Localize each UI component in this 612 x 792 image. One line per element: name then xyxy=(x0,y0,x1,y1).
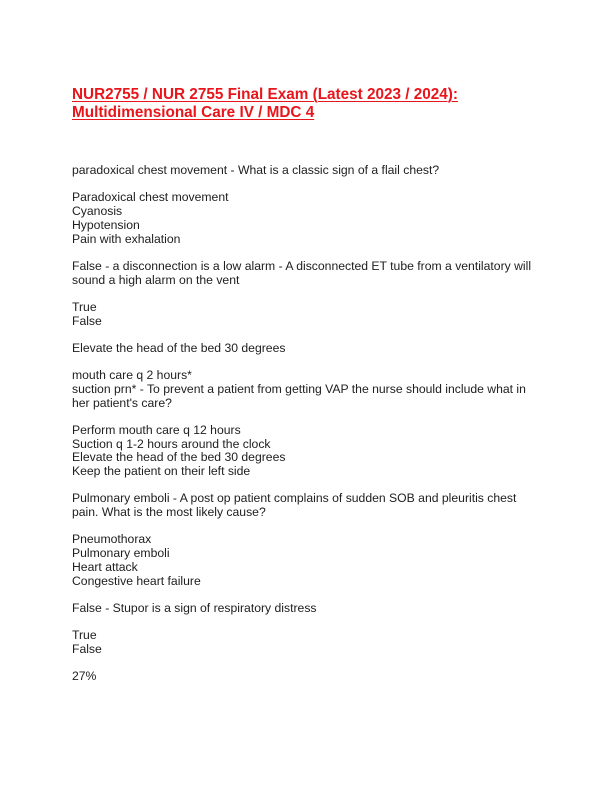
question-et-tube xyxy=(72,260,540,288)
text-line: False - Stupor is a sign of respiratory distress xyxy=(72,600,317,615)
option-line: Suction q 1-2 hours around the clock xyxy=(72,436,271,451)
text-line: Pulmonary emboli - A post op patient complains of sudden SOB and pleuritis chest pain. What is the most likely cause? xyxy=(72,491,517,520)
option-line: Cyanosis xyxy=(72,203,123,218)
question-vap xyxy=(72,369,540,410)
text-line: Elevate the head of the bed 30 degrees xyxy=(72,340,286,355)
option-line: Paradoxical chest movement xyxy=(72,190,229,205)
option-line: False xyxy=(72,641,102,656)
option-line: Pulmonary emboli xyxy=(72,546,170,561)
option-line: Perform mouth care q 12 hours xyxy=(72,422,241,437)
option-line: Congestive heart failure xyxy=(72,573,201,588)
question-flail-chest xyxy=(72,164,540,178)
option-line: False xyxy=(72,313,102,328)
option-line: True xyxy=(72,299,97,314)
question-stupor xyxy=(72,602,540,616)
title-line-1: NUR2755 / NUR 2755 Final Exam (Latest 2023 / 2024): xyxy=(72,86,458,103)
option-line: True xyxy=(72,628,97,643)
question-pulmonary xyxy=(72,492,540,520)
option-line: Heart attack xyxy=(72,559,138,574)
text-line: mouth care q 2 hours* xyxy=(72,367,192,382)
option-line: Hypotension xyxy=(72,217,140,232)
option-line: Keep the patient on their left side xyxy=(72,464,251,479)
option-line: Pain with exhalation xyxy=(72,231,181,246)
document-title xyxy=(72,86,542,122)
option-line: Elevate the head of the bed 30 degrees xyxy=(72,450,286,465)
option-line: Pneumothorax xyxy=(72,532,152,547)
answer-options xyxy=(72,533,540,588)
answer-options xyxy=(72,301,540,329)
answer-options xyxy=(72,629,540,657)
text-line: paradoxical chest movement - What is a classic sign of a flail chest? xyxy=(72,163,440,177)
answer-line xyxy=(72,670,540,684)
answer-options xyxy=(72,191,540,246)
text-line: False - a disconnection is a low alarm - A disconnected ET tube from a ventilatory will sound a high alarm on the vent xyxy=(72,258,532,287)
answer-line xyxy=(72,342,540,356)
title-line-2: Multidimensional Care IV / MDC 4 xyxy=(72,104,315,121)
text-line: suction prn* - To prevent a patient from getting VAP the nurse should include what in her patient's care? xyxy=(72,381,526,410)
text-line: 27% xyxy=(72,669,97,684)
document-body xyxy=(72,164,540,697)
answer-options xyxy=(72,424,540,479)
